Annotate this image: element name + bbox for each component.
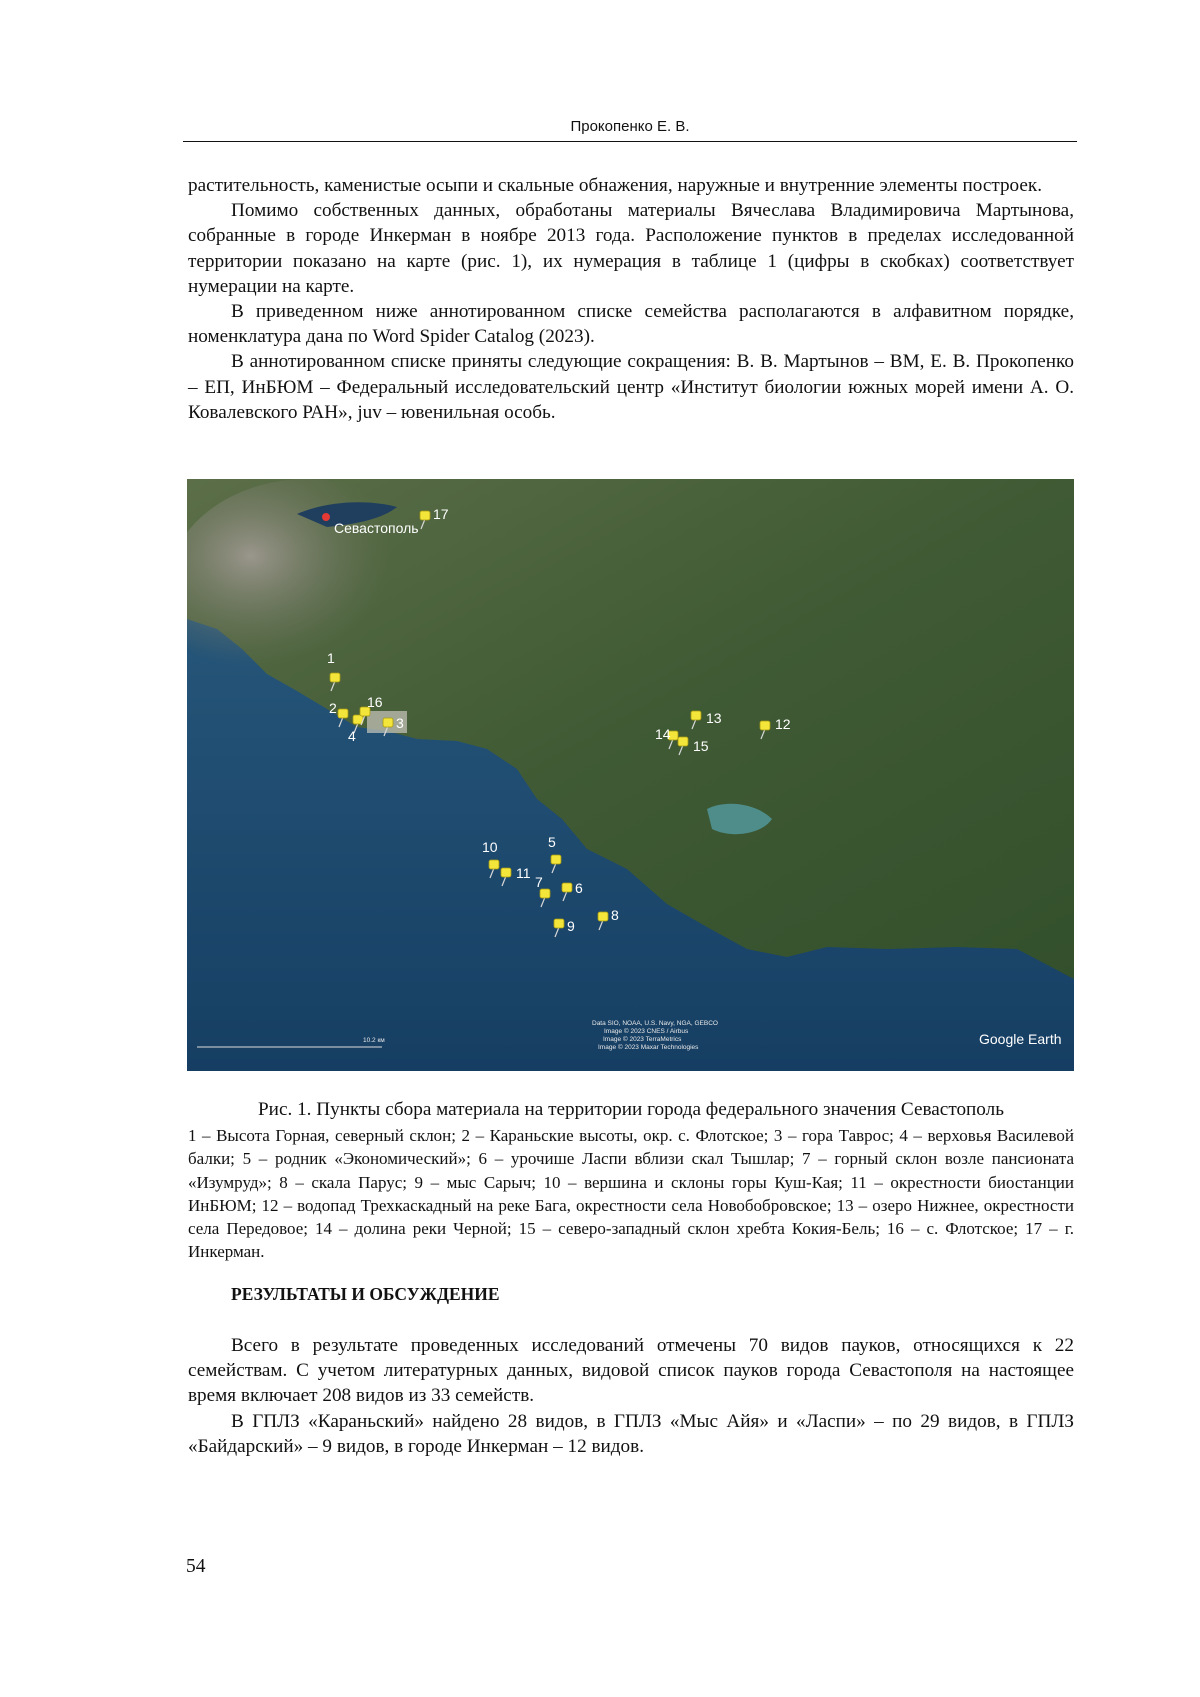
pushpin-icon	[338, 709, 348, 718]
brand-label: Google Earth	[979, 1031, 1062, 1047]
pushpin-icon	[691, 711, 701, 720]
paragraph: растительность, каменистые осыпи и скальные обнажения, наружные и внутренние элементы построек.	[188, 175, 1043, 196]
city-label: Севастополь	[334, 520, 419, 536]
scale-text: 10.2 км	[363, 1037, 385, 1044]
running-head-author: Прокопенко Е. В.	[570, 118, 690, 135]
marker-label: 7	[535, 874, 543, 890]
marker-label: 11	[516, 865, 531, 881]
marker-label: 13	[706, 710, 722, 726]
pushpin-icon	[562, 883, 572, 892]
marker-label: 2	[329, 700, 337, 716]
pushpin-icon	[540, 889, 550, 898]
pushpin-icon	[554, 919, 564, 928]
credit-line: Image © 2023 Maxar Technologies	[598, 1044, 699, 1051]
caption-legend: 1 – Высота Горная, северный склон; 2 – Караньские высоты, окр. с. Флотское; 3 – гора Таврос; 4 – верховья Василевой балки; 5 – родник «Экономический»; 6 – урочише Ласпи вблизи скал Тышлар; 7 – горный склон возле пансионата «Изумруд»; 8 – скала Парус; 9 – мыс Сарыч; 10 – вершина и склоны горы Куш-Кая; 11 – окрестности биостанции ИнБЮМ; 12 – водопад Трехкаскадный на реке Бага, окрестности села Новобобровское; 13 – озеро Нижнее, окрестности села Передовое; 14 – долина реки Черной; 15 – северо-западный склон хребта Кокия-Бель; 16 – с. Флотское; 17 – г. Инкерман.	[188, 1126, 1074, 1262]
pushpin-icon	[551, 855, 561, 864]
section-heading: РЕЗУЛЬТАТЫ И ОБСУЖДЕНИЕ	[231, 1284, 500, 1304]
marker-label: 17	[433, 506, 449, 522]
credit-line: Data SIO, NOAA, U.S. Navy, NGA, GEBCO	[592, 1020, 718, 1027]
caption-title: Рис. 1. Пункты сбора материала на территории города федерального значения Севастополь	[258, 1099, 1004, 1120]
header-rule	[183, 141, 1077, 142]
marker-label: 5	[548, 834, 556, 850]
pushpin-icon	[760, 721, 770, 730]
marker-label: 10	[482, 839, 498, 855]
pushpin-icon	[489, 860, 499, 869]
marker-label: 1	[327, 650, 335, 666]
pushpin-icon	[330, 673, 340, 682]
marker-label: 12	[775, 716, 791, 732]
satellite-map	[187, 479, 1074, 1071]
paragraph: В приведенном ниже аннотированном списке семейства располагаются в алфавитном порядке, номенклатура дана по Word Spider Catalog (2023).	[188, 301, 1074, 348]
credit-line: Image © 2023 TerraMetrics	[603, 1036, 682, 1043]
paragraph: В аннотированном списке приняты следующие сокращения: В. В. Мартынов – ВМ, Е. В. Прокопенко – ЕП, ИнБЮМ – Федеральный исследовательский центр «Институт биологии южных морей имени А. О. Ковалевского РАН», juv – ювенильная особь.	[188, 351, 1074, 423]
marker-label: 8	[611, 907, 619, 923]
paragraph: Всего в результате проведенных исследований отмечены 70 видов пауков, относящихся к 22 семействам. С учетом литературных данных, видовой список пауков города Севастополя на настоящее время включает 208 видов из 33 семейств.	[188, 1335, 1074, 1407]
marker-label: 3	[396, 715, 404, 731]
paragraph: Помимо собственных данных, обработаны материалы Вячеслава Владимировича Мартынова, собранные в городе Инкерман в ноябре 2013 года. Расположение пунктов в пределах исследованной территории показано на карте (рис. 1), их нумерация в таблице 1 (цифры в скобках) соответствует нумерации на карте.	[188, 200, 1074, 297]
marker-label: 6	[575, 880, 583, 896]
figure-caption	[188, 1098, 1074, 1264]
pushpin-icon	[678, 737, 688, 746]
body-text-bottom	[188, 1333, 1074, 1459]
pushpin-icon	[598, 912, 608, 921]
marker-label: 9	[567, 918, 575, 934]
pushpin-icon	[383, 718, 393, 727]
figure-map	[187, 479, 1074, 1071]
paragraph: В ГПЛЗ «Караньский» найдено 28 видов, в ГПЛЗ «Мыс Айя» и «Ласпи» – по 29 видов, в ГПЛЗ «Байдарский» – 9 видов, в городе Инкерман – 12 видов.	[188, 1410, 1074, 1457]
pushpin-icon	[501, 868, 511, 877]
marker-label: 15	[693, 738, 709, 754]
marker-label: 16	[367, 694, 383, 710]
marker-label: 4	[348, 728, 356, 744]
marker-label: 14	[655, 726, 671, 742]
pushpin-icon	[420, 511, 430, 520]
body-text-top	[188, 173, 1074, 425]
location-pin-icon	[322, 513, 330, 521]
page-number: 54	[186, 1556, 206, 1577]
credit-line: Image © 2023 CNES / Airbus	[604, 1028, 689, 1035]
